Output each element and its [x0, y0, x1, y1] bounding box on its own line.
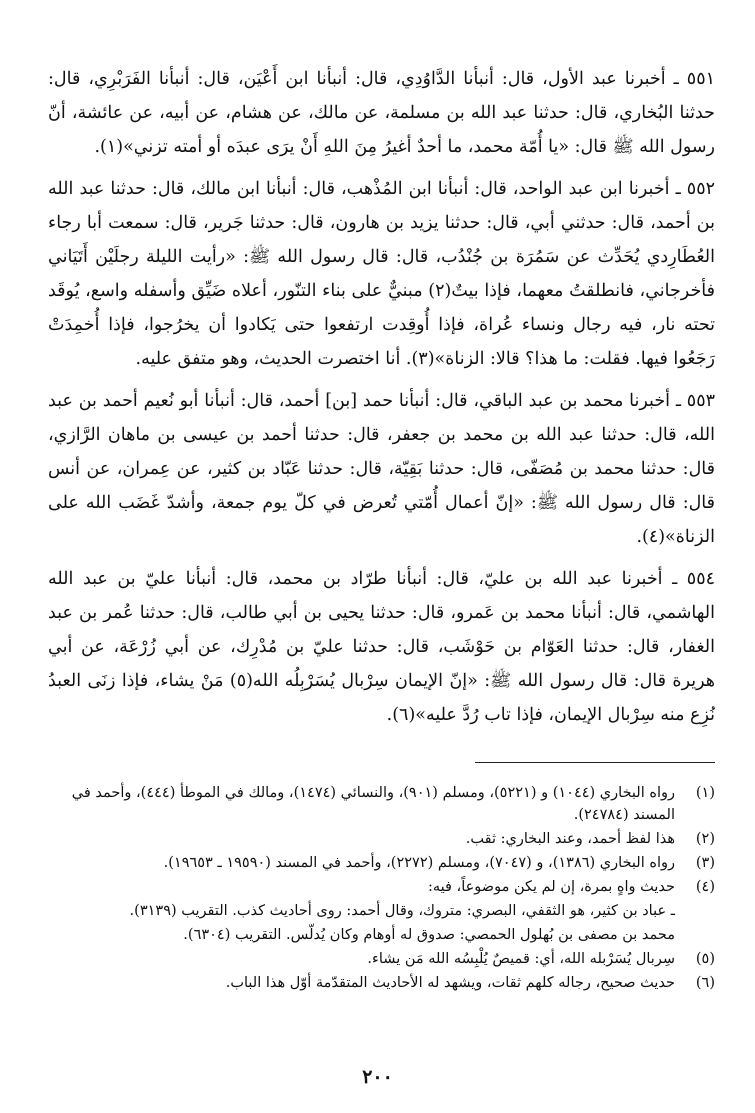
page-number: ٢٠٠ — [362, 1066, 393, 1088]
footnotes — [48, 782, 715, 996]
footnote-text: هذا لفظ أحمد، وعند البخاري: ثقب. — [465, 831, 675, 847]
footnote-text: رواه البخاري (١٣٨٦)، و (٧٠٤٧)، ومسلم (٢٢٧٢)، وأحمد في المسند (١٩٥٩٠ ـ ١٩٦٥٣). — [163, 855, 675, 871]
footnote-number: (٢) — [695, 831, 715, 847]
hadith-554: ٥٥٤ ـ أخبرنا عبد الله بن عليّ، قال: أنبأنا طرّاد بن محمد، قال: أنبأنا عليّ بن عبد الله الهاشمي، قال: أنبأنا محمد بن عَمرو، قال: حدثنا يحيى بن أبي طالب، قال: حدثنا عُمر بن عبد الغفار، قال: حدثنا العَوّام بن حَوْشَب، قال: حدثنا عليّ بن مُدْرِك، عن أبي زُرْعَة، عن أبي هريرة قال: قال رسول الله ﷺ: «إنّ الإيمان سِرْبال يُسَرْبِلُه الله(٥) مَنْ يشاء، فإذا زنَى العبدُ نُزِع منه سِرْبال الإيمان، فإذا تاب رُدَّ عليه»(٦). — [48, 569, 715, 725]
footnote — [48, 782, 715, 826]
footnote-text: حديث واهٍ بمرة، إن لم يكن موضوعاً، فيه: — [427, 879, 675, 895]
footnote — [48, 972, 715, 994]
footnote — [48, 828, 715, 850]
hadith-552: ٥٥٢ ـ أخبرنا ابن عبد الواحد، قال: أنبأنا ابن المُذْهب، قال: أنبأنا ابن مالك، قال: حدثنا عبد الله بن أحمد، قال: حدثني أبي، قال: حدثنا يزيد بن هارون، قال: حدثنا جَرير، قال: سمعت أبا رجاء العُطَارِدي يُحَدِّث عن سَمُرَة بن جُنْدُب، قال: قال رسول الله ﷺ: «رأيت الليلة رجلَيْن أَتَيَاني فأخرجاني، فانطلقتُ معهما، فإذا بيتٌ(٢) مبنيٌّ على بناء التنّور، أعلاه ضَيِّق وأسفله واسع، يُوقَد تحته نار، فيه رجال ونساء عُراة، فإذا أُوقِدت ارتفعوا حتى يَكادوا أن يخرُجوا، فإذا أُخمِدَتْ رَجَعُوا فيها. فقلت: ما هذا؟ قالا: الزناة»(٣). أنا اختصرت الحديث، وهو متفق عليه. — [48, 179, 715, 369]
footnote-divider — [475, 762, 715, 763]
hadith-551: ٥٥١ ـ أخبرنا عبد الأول، قال: أنبأنا الدَّاوُدِي، قال: أنبأنا ابن أَعْيَن، قال: أنبأنا الفَرَبْرِي، قال: حدثنا البُخاري، قال: حدثنا عبد الله بن مسلمة، عن مالك، عن هشام، عن أبيه، عن عائشة، أنّ رسول الله ﷺ قال: «يا أُمّة محمد، ما أحدٌ أغيرُ مِنَ اللهِ أَنْ يرَى عبدَه أو أمته تزني»(١). — [48, 69, 715, 157]
footnote — [48, 948, 715, 970]
footnote — [48, 876, 715, 898]
footnote-number: (١) — [695, 785, 715, 801]
footnote-subline: محمد بن مصفى بن بُهلول الحمصي: صدوق له أوهام وكان يُدلّس. التقريب (٦٣٠٤). — [183, 927, 675, 943]
hadith-553: ٥٥٣ ـ أخبرنا محمد بن عبد الباقي، قال: أنبأنا حمد [بن] أحمد، قال: أنبأنا أبو نُعيم أحمد بن عبد الله، قال: حدثنا عبد الله بن محمد بن جعفر، قال: حدثنا أحمد بن عيسى بن ماهان الرَّازي، قال: حدثنا محمد بن مُصَفّى، قال: حدثنا بَقِيّة، قال: حدثنا عَبّاد بن كثير، عن عِمران، عن أنس قال: قال رسول الله ﷺ: «إنّ أعمال أُمّتي تُعرض في كلّ يوم جمعة، وأشدّ غَضَب الله على الزناة»(٤). — [48, 391, 715, 547]
footnote-text: رواه البخاري (١٠٤٤) و (٥٢٢١)، ومسلم (٩٠١)، والنسائي (١٤٧٤)، ومالك في الموطأ (٤٤٤)، وأحمد في المسند (٢٤٧٨٤). — [71, 785, 675, 823]
footnote-number: (٦) — [695, 975, 715, 991]
footnote-text: سِربال يُسَرْبله الله، أي: قميصٌ يُلْبِسُه الله مَن يشاء. — [367, 951, 675, 967]
footnote-text: حديث صحيح، رجاله كلهم ثقات، ويشهد له الأحاديث المتقدّمة أوّل هذا الباب. — [225, 975, 675, 991]
footnote — [48, 852, 715, 874]
footnote-number: (٥) — [695, 951, 715, 967]
footnote-subline: ـ عباد بن كثير، هو الثقفي، البصري: متروك، وقال أحمد: روى أحاديث كذب. التقريب (٣١٣٩). — [129, 903, 675, 919]
main-text — [48, 62, 715, 740]
footnote-number: (٣) — [695, 855, 715, 871]
footnote-number: (٤) — [695, 879, 715, 895]
